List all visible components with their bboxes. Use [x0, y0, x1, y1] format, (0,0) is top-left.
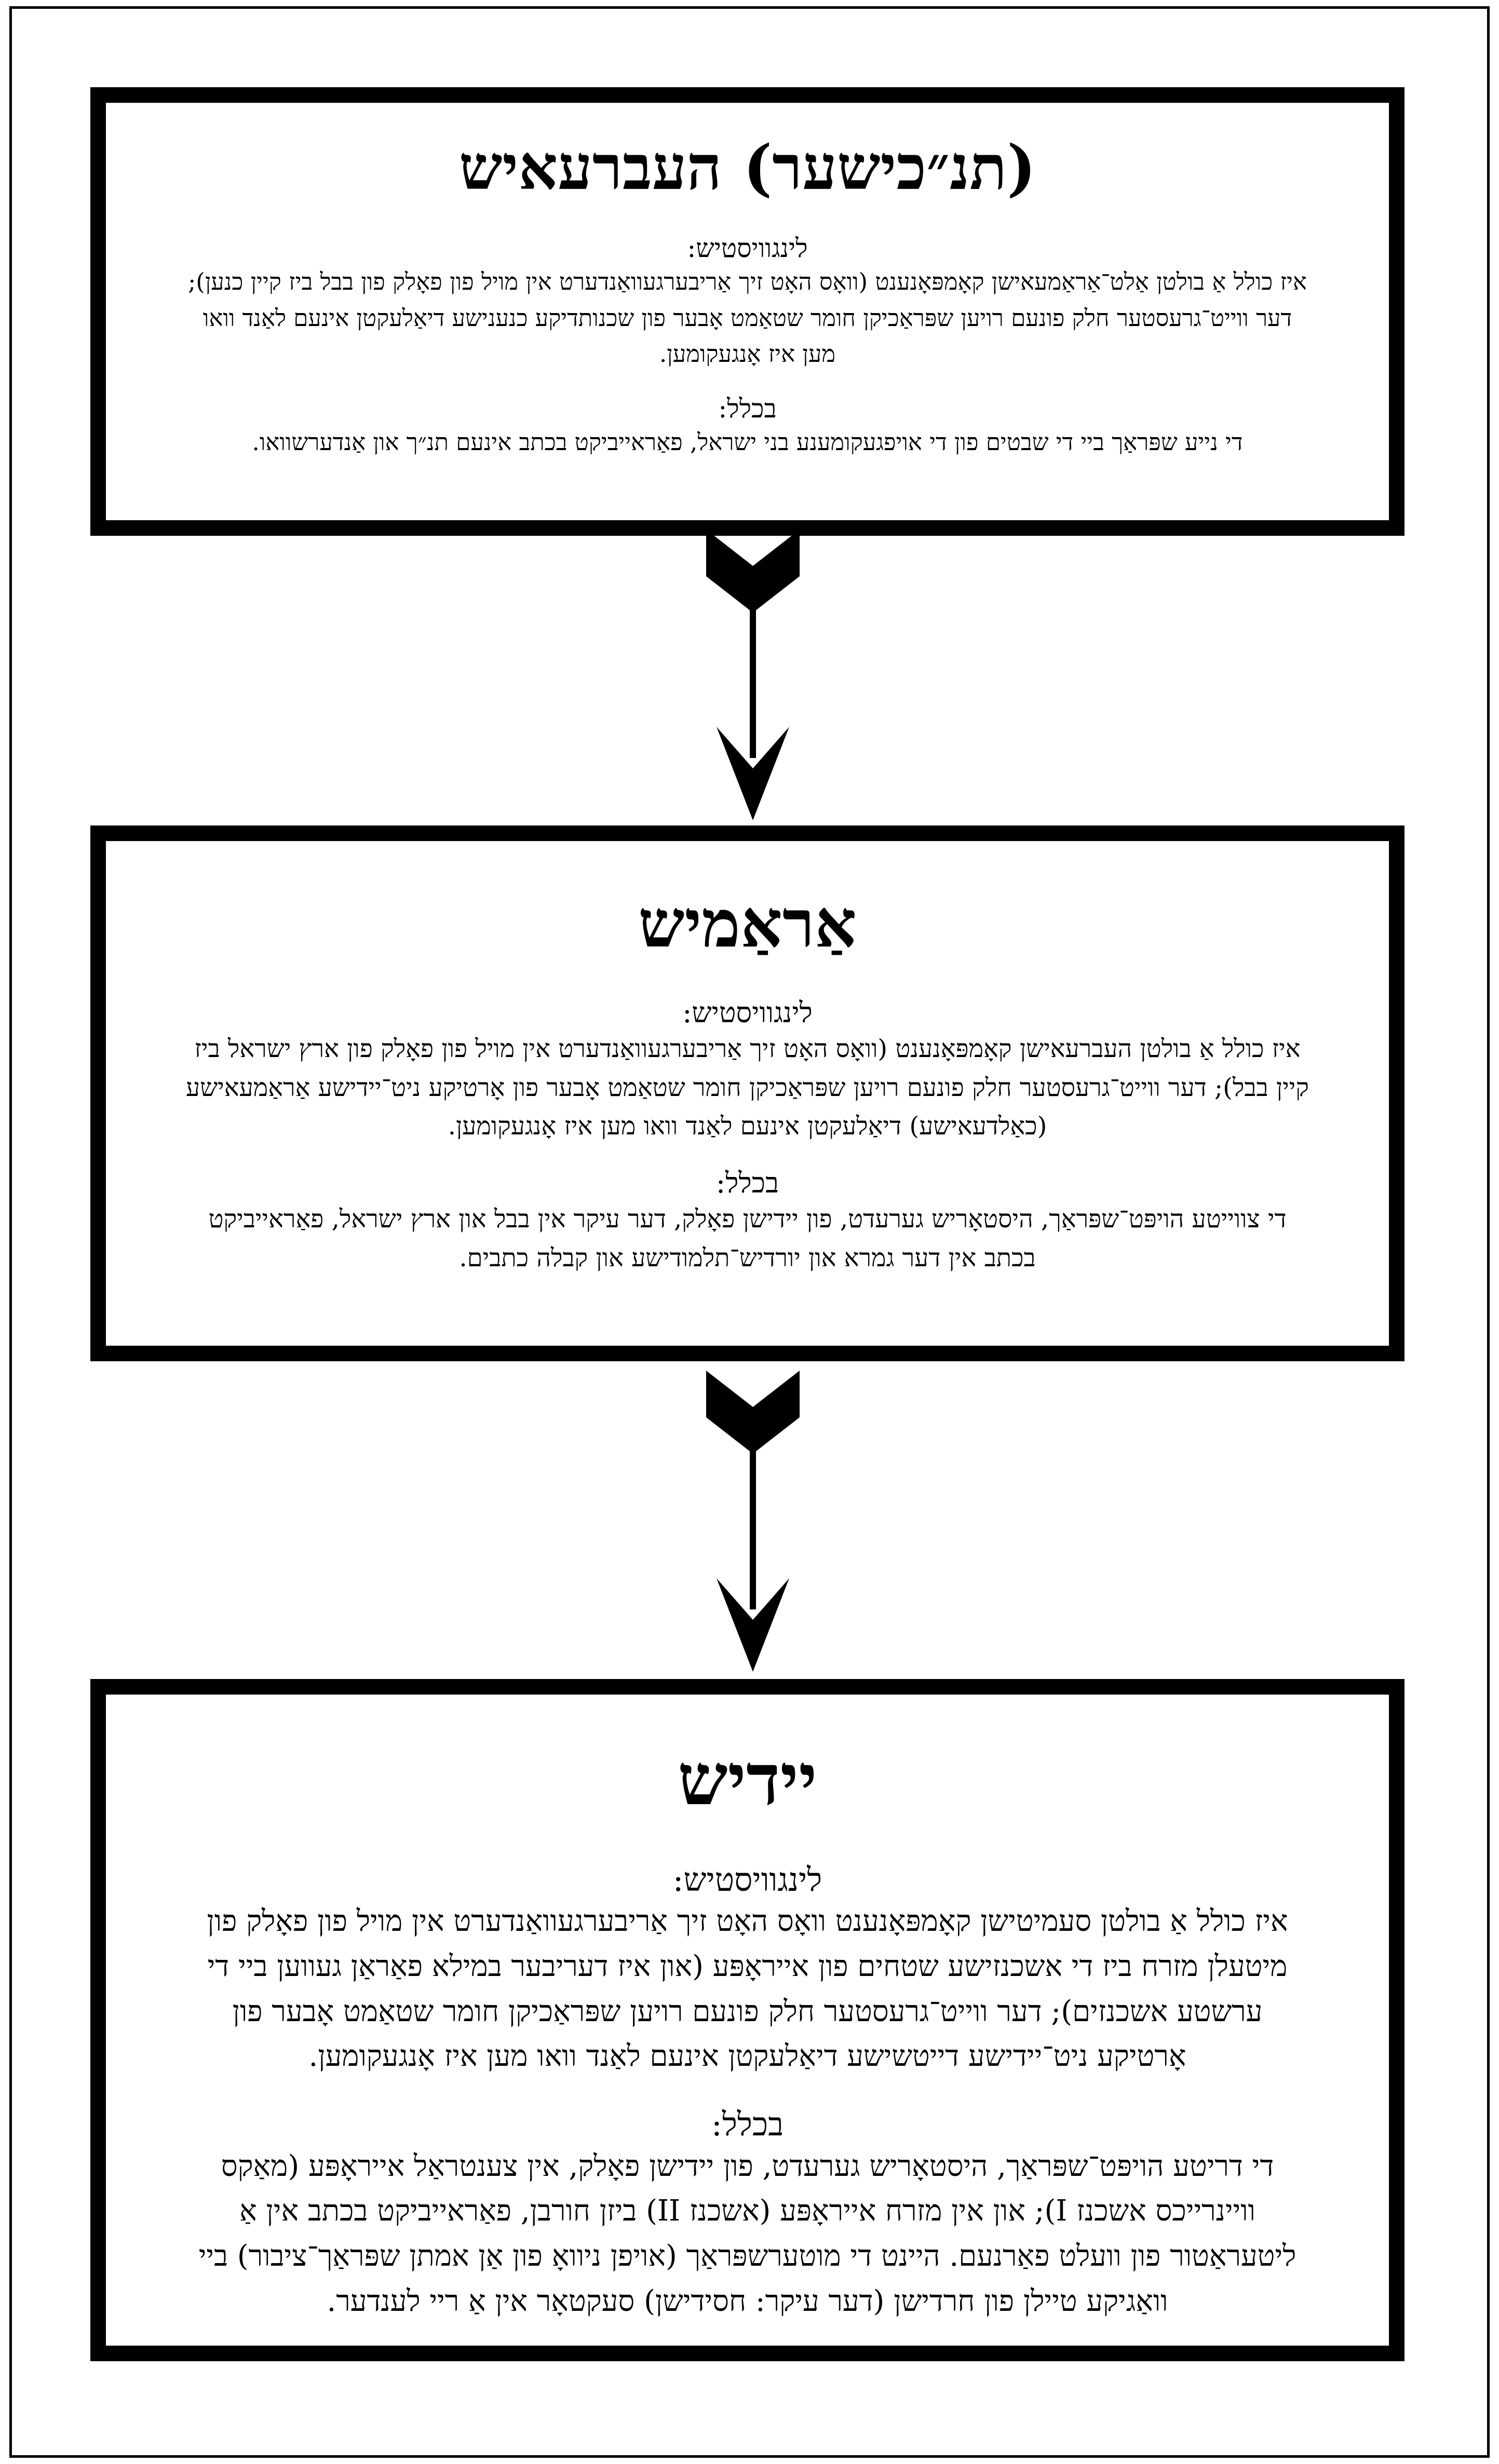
yiddish-title: יידיש	[678, 1738, 817, 1821]
aramaic-title: אַראַמיש	[638, 885, 857, 962]
hebrew-box	[90, 87, 1405, 536]
aramaic-linguistic-label: לינגוויסטיש:	[682, 996, 813, 1029]
aramaic-general-text: די צווייטע הויפּט־שפּראַך, היסטאָריש גערעדט, פון יידישן פאָלק, דער עיקר אין בבל און ארץ ישראל, פאַראייביקט בכתב אין דער גמרא און יורדיש־תלמודישע און קבלה כתבים.	[208, 1204, 1287, 1272]
yiddish-general-label: בכלל:	[711, 2105, 784, 2144]
arrow-1-shaft	[750, 592, 756, 758]
arrow-2-shaft	[750, 1433, 756, 1609]
hebrew-linguistic-text: איז כולל אַ בולטן אַלט־אַראַמעאישן קאָמפּאָנענט (וואָס האָט זיך אַריבערגעוואַנדערט אין מויל פון פאָלק פון בבל ביז קיין כנען); דער ווייט־גרעסטער חלק פונעם רויען שפּראַכיקן חומר שטאַמט אָבער פון שכנותדיקע כנענישע דיאַלעקטן אינעם לאַנד וואו מען איז אָנגעקומען.	[188, 267, 1307, 368]
hebrew-general-text: די נייע שפּראַך ביי די שבטים פון די אויפגעקומענע בני ישראל, פאַראייביקט בכתב אינעם תנ״ך און אַנדערשוואו.	[252, 428, 1243, 456]
aramaic-linguistic-text: איז כולל אַ בולטן העברעאישן קאָמפּאָנענט (וואָס האָט זיך אַריבערגעוואַנדערט אין מויל פון פאָלק פון ארץ ישראל ביז קיין בבל); דער ווייט־גרעסטער חלק פונעם רויען שפּראַכיקן חומר שטאַמט אָבער פון אָרטיקע ניט־יידישע אַראַמעאישע (כאַלדעאישע) דיאַלעקטן אינעם לאַנד וואו מען איז אָנגעקומען.	[186, 1034, 1309, 1141]
yiddish-general-text: די דריטע הויפּט־שפּראַך, היסטאָריש גערעדט, פון יידישן פאָלק, אין צענטראַל אייראָפּע (מאַקס וויינרייכס אשכנז I); און אין מזרח אייראָפּע (אשכנז II) ביזן חורבן, פאַראייביקט בכתב אין אַ ליטעראַטור פון וועלט פאַרנעם. היינט די מוטערשפּראַך (אויפן ניוואָ פון אַן אמתן שפּראַך־ציבור) ביי וואַגיקע טיילן פון חרדישן (דער עיקר: חסידישן) סעקטאָר אין אַ ריי לענדער.	[198, 2149, 1297, 2318]
hebrew-general-label: בכלל:	[718, 394, 777, 424]
hebrew-title: (תנ״כישער) העברעאיש	[458, 131, 1036, 204]
aramaic-general-label: בכלל:	[715, 1166, 779, 1199]
yiddish-linguistic-text: איז כולל אַ בולטן סעמיטישן קאָמפּאָנענט וואָס האָט זיך אַריבערגעוואַנדערט אין מויל פון פאָלק פון מיטעלן מזרח ביז די אשכנזישע שטחים פון אייראָפּע (און איז דעריבער במילא פאַראַן געווען ביי די ערשטע אשכנזים); דער ווייט־גרעסטער חלק פונעם רויען שפּראַכיקן חומר שטאַמט אָבער פון אָרטיקע ניט־יידישע דייטשישע דיאַלעקטן אינעם לאַנד וואו מען איז אָנגעקומען.	[207, 1904, 1288, 2074]
hebrew-linguistic-label: לינגוויסטיש:	[687, 233, 808, 263]
yiddish-linguistic-label: לינגוויסטיש:	[672, 1860, 822, 1899]
aramaic-box	[90, 825, 1405, 1361]
yiddish-box	[90, 1679, 1405, 2361]
down-arrow-2	[706, 1371, 800, 1672]
down-arrow-1	[706, 530, 800, 820]
